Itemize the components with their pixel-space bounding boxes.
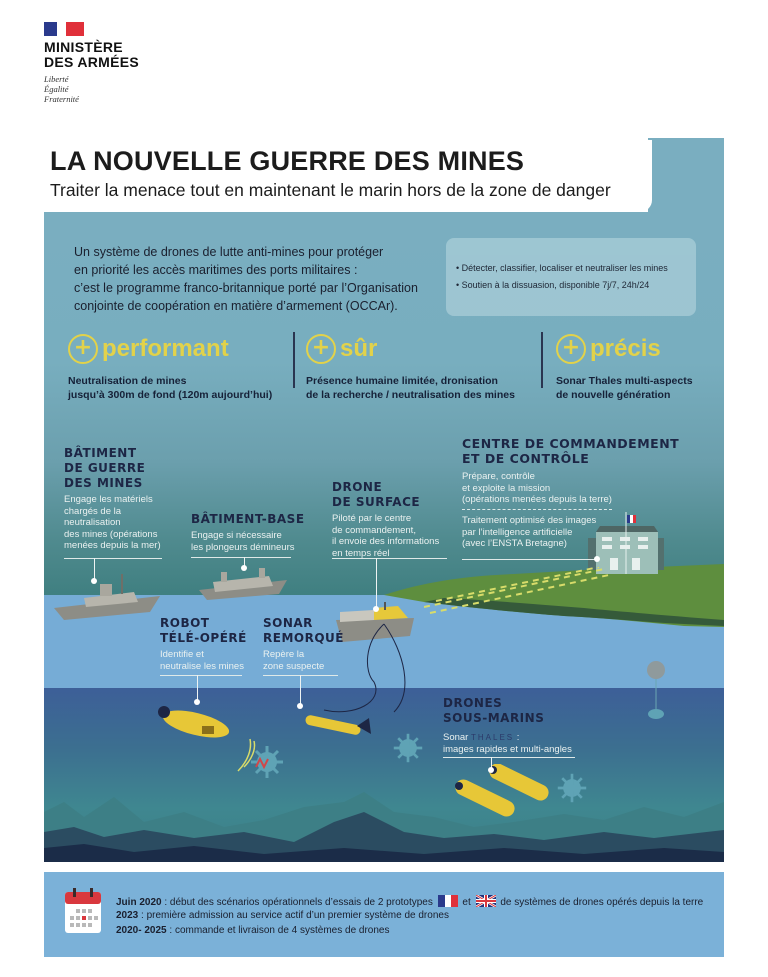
label-text: en temps réel [332, 547, 390, 559]
label-surface-drone [332, 480, 439, 559]
infographic-panel [44, 212, 724, 862]
timeline-text: et [459, 897, 474, 908]
label-robot [160, 616, 247, 672]
label-title: BÂTIMENT [64, 446, 137, 460]
timeline-text: de systèmes de drones opérés depuis la terre [497, 897, 704, 908]
label-text: chargés de la [64, 505, 122, 517]
timeline-item [116, 910, 449, 921]
plus-circle-icon: + [68, 334, 98, 364]
advantage-desc: de la recherche / neutralisation des mines [306, 389, 515, 401]
label-title: SONAR [263, 616, 313, 630]
ministry-name [44, 40, 164, 70]
divider [541, 332, 543, 388]
motto [44, 74, 164, 104]
intro-line: en priorité les accès maritimes des ports militaires : [74, 263, 358, 277]
timeline-item [116, 925, 390, 936]
motto-liberte: Liberté [44, 74, 69, 84]
label-text: Engage les matériels [64, 494, 153, 505]
label-minewarfare-ship [64, 446, 161, 552]
label-title: CENTRE DE COMMANDEMENT [462, 436, 680, 451]
timeline-item [116, 895, 703, 908]
ministry-logo [44, 22, 164, 104]
plus-circle-icon: + [556, 334, 586, 364]
panel-tab [648, 138, 724, 218]
callout-dot [194, 699, 200, 705]
label-command-center [462, 436, 679, 506]
callout-rule [64, 558, 162, 559]
label-text: neutralisation [64, 517, 121, 528]
callout-rule [332, 558, 447, 559]
advantage-desc: jusqu’à 300m de fond (120m aujourd’hui) [68, 389, 273, 401]
advantage-word: performant [102, 335, 229, 362]
label-title: SOUS-MARINS [443, 711, 545, 725]
label-text: : [514, 732, 520, 743]
callout-rule [462, 559, 597, 560]
label-text: menées depuis la mer) [64, 540, 161, 551]
label-text: Engage si nécessaire [191, 530, 282, 541]
advantage-desc: de nouvelle génération [556, 389, 671, 401]
ministry-line-1: MINISTÈRE [44, 39, 123, 55]
callout-stem [300, 675, 301, 705]
minewarfare-ship-icon [54, 572, 164, 622]
label-title: ROBOT [160, 616, 210, 630]
callout-dot [373, 606, 379, 612]
label-text: Prépare, contrôle [462, 471, 535, 482]
advantage-desc: Sonar Thales multi-aspects [556, 375, 693, 387]
label-text: il envoie des informations [332, 536, 440, 547]
label-text: Identifie et [160, 649, 204, 660]
label-text: Piloté par le centre [332, 513, 412, 524]
timeline-text: : commande et livraison de 4 systèmes de drones [166, 925, 390, 936]
mission-bullet: • Soutien à la dissuasion, disponible 7j/7, 24h/24 [456, 280, 650, 290]
timeline-text: : début des scénarios opérationnels d’essais de 2 prototypes [161, 897, 436, 908]
divider [293, 332, 295, 388]
intro-line: conjointe de coopération en matière d’armement (OCCAr). [74, 299, 398, 313]
advantage-performant [68, 330, 272, 402]
label-title: DRONE [332, 480, 383, 494]
label-text: images rapides et multi-angles [443, 743, 572, 755]
label-text: par l’intelligence artificielle [462, 526, 573, 538]
callout-dot [488, 767, 494, 773]
label-title: BÂTIMENT-BASE [191, 512, 305, 526]
advantage-precis [556, 330, 693, 402]
callout-rule [160, 675, 242, 676]
plus-circle-icon: + [306, 334, 336, 364]
label-title: ET DE CONTRÔLE [462, 451, 590, 466]
callout-dot [91, 578, 97, 584]
label-title: DRONES [443, 696, 503, 710]
label-text: neutralise les mines [160, 660, 244, 672]
label-title: DES MINES [64, 476, 143, 490]
marianne-flag-icon [44, 22, 84, 36]
callout-dot [297, 703, 303, 709]
calendar-icon [64, 888, 102, 934]
data-link [424, 567, 614, 617]
intro-line: Un système de drones de lutte anti-mines pour protéger [74, 245, 384, 259]
timeline-year: 2023 [116, 910, 139, 921]
advantage-desc: Présence humaine limitée, dronisation [306, 375, 498, 387]
label-text: des mines (opérations [64, 528, 158, 540]
motto-fraternite: Fraternité [44, 94, 79, 104]
advantage-sur [306, 330, 515, 402]
seabed-reef [44, 772, 724, 862]
label-title: TÉLÉ-OPÉRÉ [160, 631, 247, 645]
label-text: (opérations menées depuis la terre) [462, 494, 612, 505]
label-text: (avec l’ENSTA Bretagne) [462, 538, 567, 549]
callout-stem [94, 558, 95, 580]
label-text: Sonar [443, 732, 469, 743]
intro-line: c’est le programme franco-britannique porté par l’Organisation [74, 281, 418, 295]
motto-egalite: Égalité [44, 84, 69, 94]
label-towed-sonar [263, 616, 344, 672]
timeline-year: Juin 2020 [116, 897, 162, 908]
mission-bullet: • Détecter, classifier, localiser et neutraliser les mines [456, 263, 668, 273]
label-text: Repère la [263, 649, 305, 660]
mission-box [446, 238, 696, 316]
sonar-waves-icon [234, 737, 274, 777]
label-ai-processing [462, 515, 596, 550]
label-title: DE GUERRE [64, 461, 146, 475]
page-title: LA NOUVELLE GUERRE DES MINES [50, 146, 525, 176]
callout-dot [241, 565, 247, 571]
page-subtitle: Traiter la menace tout en maintenant le marin hors de la zone de danger [50, 180, 611, 200]
label-text: de commandement, [332, 524, 416, 536]
label-text: et exploite la mission [462, 482, 551, 494]
advantage-word: sûr [340, 335, 378, 362]
label-title: DE SURFACE [332, 495, 421, 509]
intro-text [74, 243, 474, 315]
tele-operated-robot-icon [156, 702, 236, 747]
france-flag-icon [438, 895, 458, 907]
towed-sonar-icon [299, 708, 379, 743]
callout-rule [443, 757, 575, 758]
ministry-line-2: DES ARMÉES [44, 54, 140, 70]
moored-mine-icon [644, 660, 668, 720]
label-title: REMORQUÉ [263, 631, 344, 645]
dashed-divider [462, 509, 612, 510]
callout-stem [376, 558, 377, 608]
timeline-year: 2020- 2025 [116, 925, 167, 936]
timeline-box [44, 872, 724, 957]
uk-flag-icon [476, 895, 496, 907]
callout-stem [197, 675, 198, 701]
timeline-text: : première admission au service actif d’un premier système de drones [138, 910, 449, 921]
thales-logo: THALES [471, 733, 515, 742]
label-text: zone suspecte [263, 660, 325, 672]
advantage-desc: Neutralisation de mines [68, 375, 187, 387]
callout-dot [594, 556, 600, 562]
label-underwater-drones [443, 696, 572, 755]
label-text: Traitement optimisé des images [462, 515, 597, 526]
callout-rule [191, 557, 291, 558]
label-base-ship [191, 512, 305, 553]
label-text: les plongeurs démineurs [191, 541, 295, 553]
advantage-word: précis [590, 335, 661, 362]
sea-mine-icon [392, 732, 424, 764]
